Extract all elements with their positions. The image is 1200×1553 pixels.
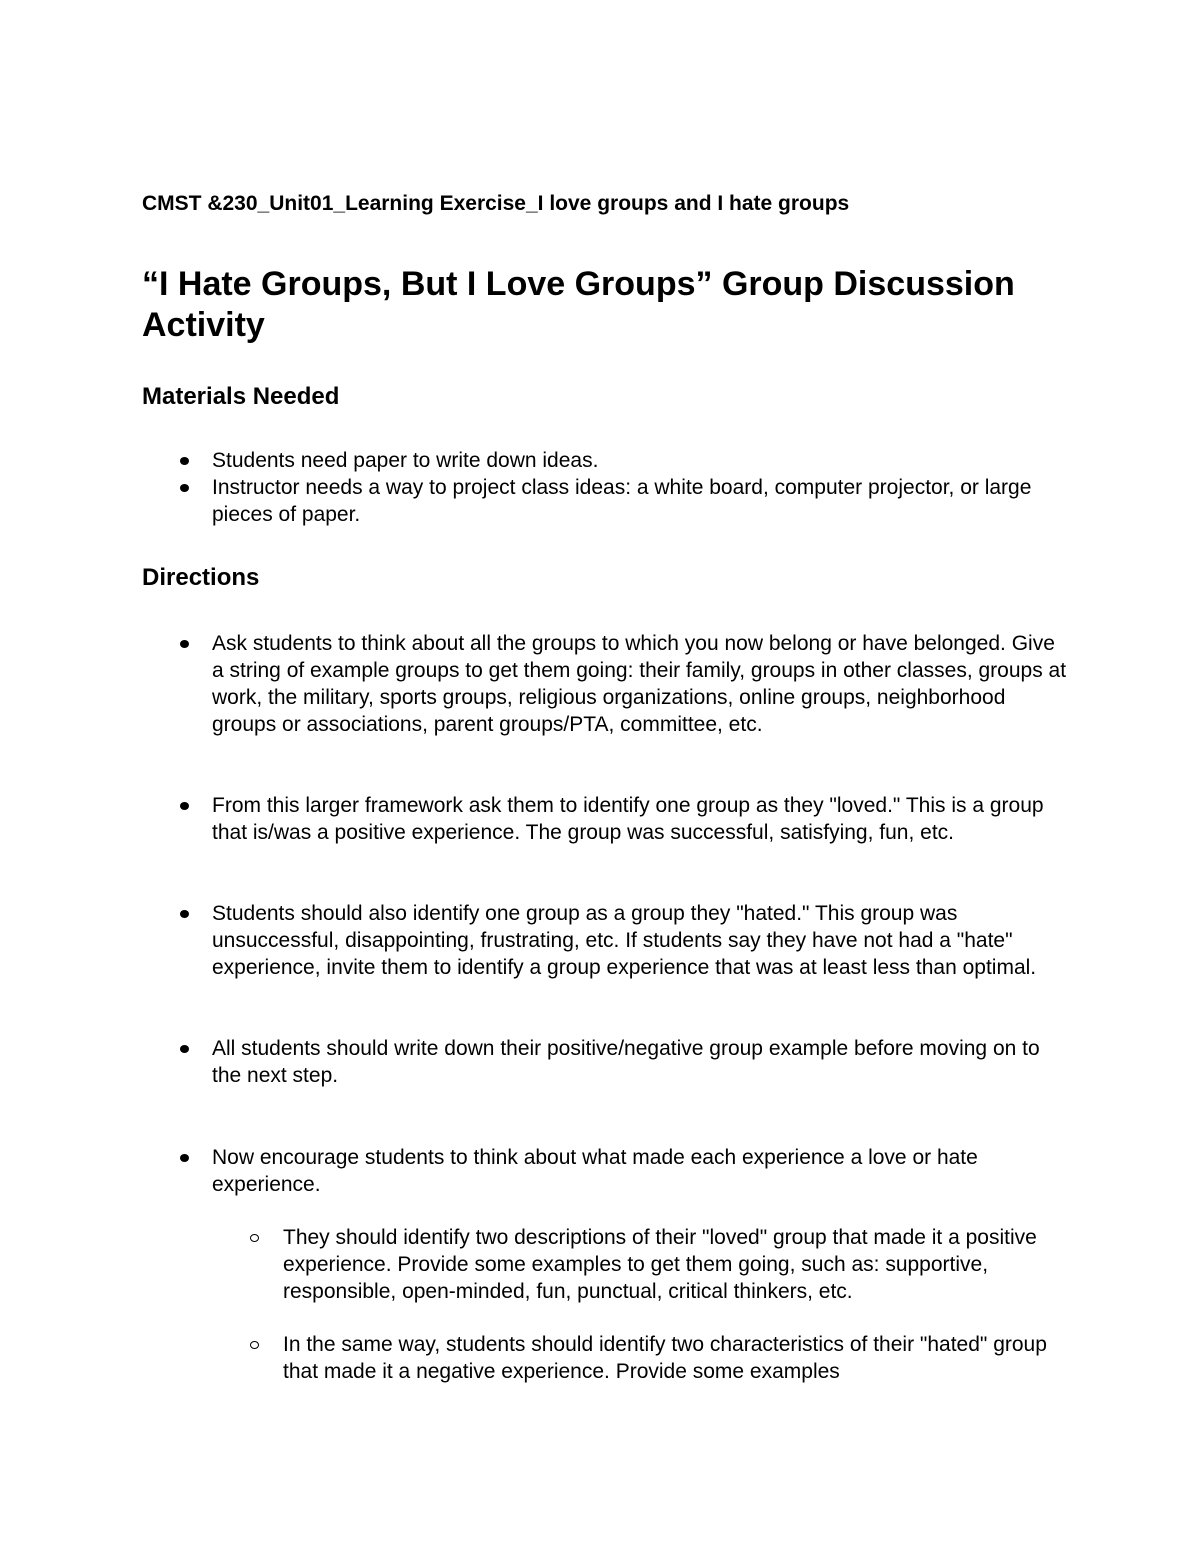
directions-heading: Directions: [142, 564, 260, 591]
list-item: [142, 630, 1067, 738]
materials-heading: Materials Needed: [142, 383, 340, 410]
document-title: CMST &230_Unit01_Learning Exercise_I love groups and I hate groups: [142, 192, 850, 215]
sub-list-item-text: In the same way, students should identify two characteristics of their "hated" group that made it a negative experience. Provide some examples: [283, 1333, 1047, 1383]
directions-list: [142, 900, 1067, 981]
list-item-text: From this larger framework ask them to identify one group as they "loved." This is a group that is/was a positive experience. The group was successful, satisfying, fun, etc.: [212, 794, 1044, 844]
sub-list-item: [212, 1224, 1067, 1305]
bullet-icon: [180, 1154, 189, 1162]
activity-heading: “I Hate Groups, But I Love Groups” Group Discussion Activity: [142, 265, 1015, 344]
materials-list: [142, 447, 1067, 528]
list-item-text: Instructor needs a way to project class ideas: a white board, computer projector, or large pieces of paper.: [212, 476, 1032, 526]
bullet-icon: [180, 484, 189, 492]
list-item: [142, 792, 1067, 846]
list-item: [142, 474, 1067, 528]
bullet-icon: [180, 457, 189, 465]
list-item: [142, 900, 1067, 981]
list-item: [142, 1144, 1067, 1385]
list-item-text: Students need paper to write down ideas.: [212, 449, 599, 472]
list-item: [142, 1035, 1067, 1089]
bullet-icon: [180, 910, 189, 918]
bullet-icon: [180, 1045, 189, 1053]
list-item: [142, 447, 1067, 474]
circle-bullet-icon: [250, 1341, 259, 1349]
bullet-icon: [180, 802, 189, 810]
directions-list: [142, 630, 1067, 738]
sub-list-item: [212, 1331, 1067, 1385]
document-body: [142, 190, 1067, 1383]
list-item-text: All students should write down their positive/negative group example before moving on to the next step.: [212, 1037, 1040, 1087]
list-item-text: Now encourage students to think about what made each experience a love or hate experience.: [212, 1146, 978, 1196]
directions-list: [142, 1144, 1067, 1385]
bullet-icon: [180, 640, 189, 648]
directions-list: [142, 1035, 1067, 1089]
directions-list: [142, 792, 1067, 846]
sub-list-item-text: They should identify two descriptions of their "loved" group that made it a positive experience. Provide some examples to get them going, such as: supportive, responsible, open-minded, fun, punctual, critical thinkers, etc.: [283, 1226, 1037, 1303]
sub-list: [212, 1224, 1067, 1385]
list-item-text: Ask students to think about all the groups to which you now belong or have belonged. Give a string of example groups to get them going: their family, groups in other classes, groups at work, the military, sports groups, religious organizations, online groups, neighborhood groups or associations, parent groups/PTA, committee, etc.: [212, 632, 1067, 736]
list-item-text: Students should also identify one group as a group they "hated." This group was unsuccessful, disappointing, frustrating, etc. If students say they have not had a "hate" experience, invite them to identify a group experience that was at least less than optimal.: [212, 902, 1037, 979]
circle-bullet-icon: [250, 1234, 259, 1242]
